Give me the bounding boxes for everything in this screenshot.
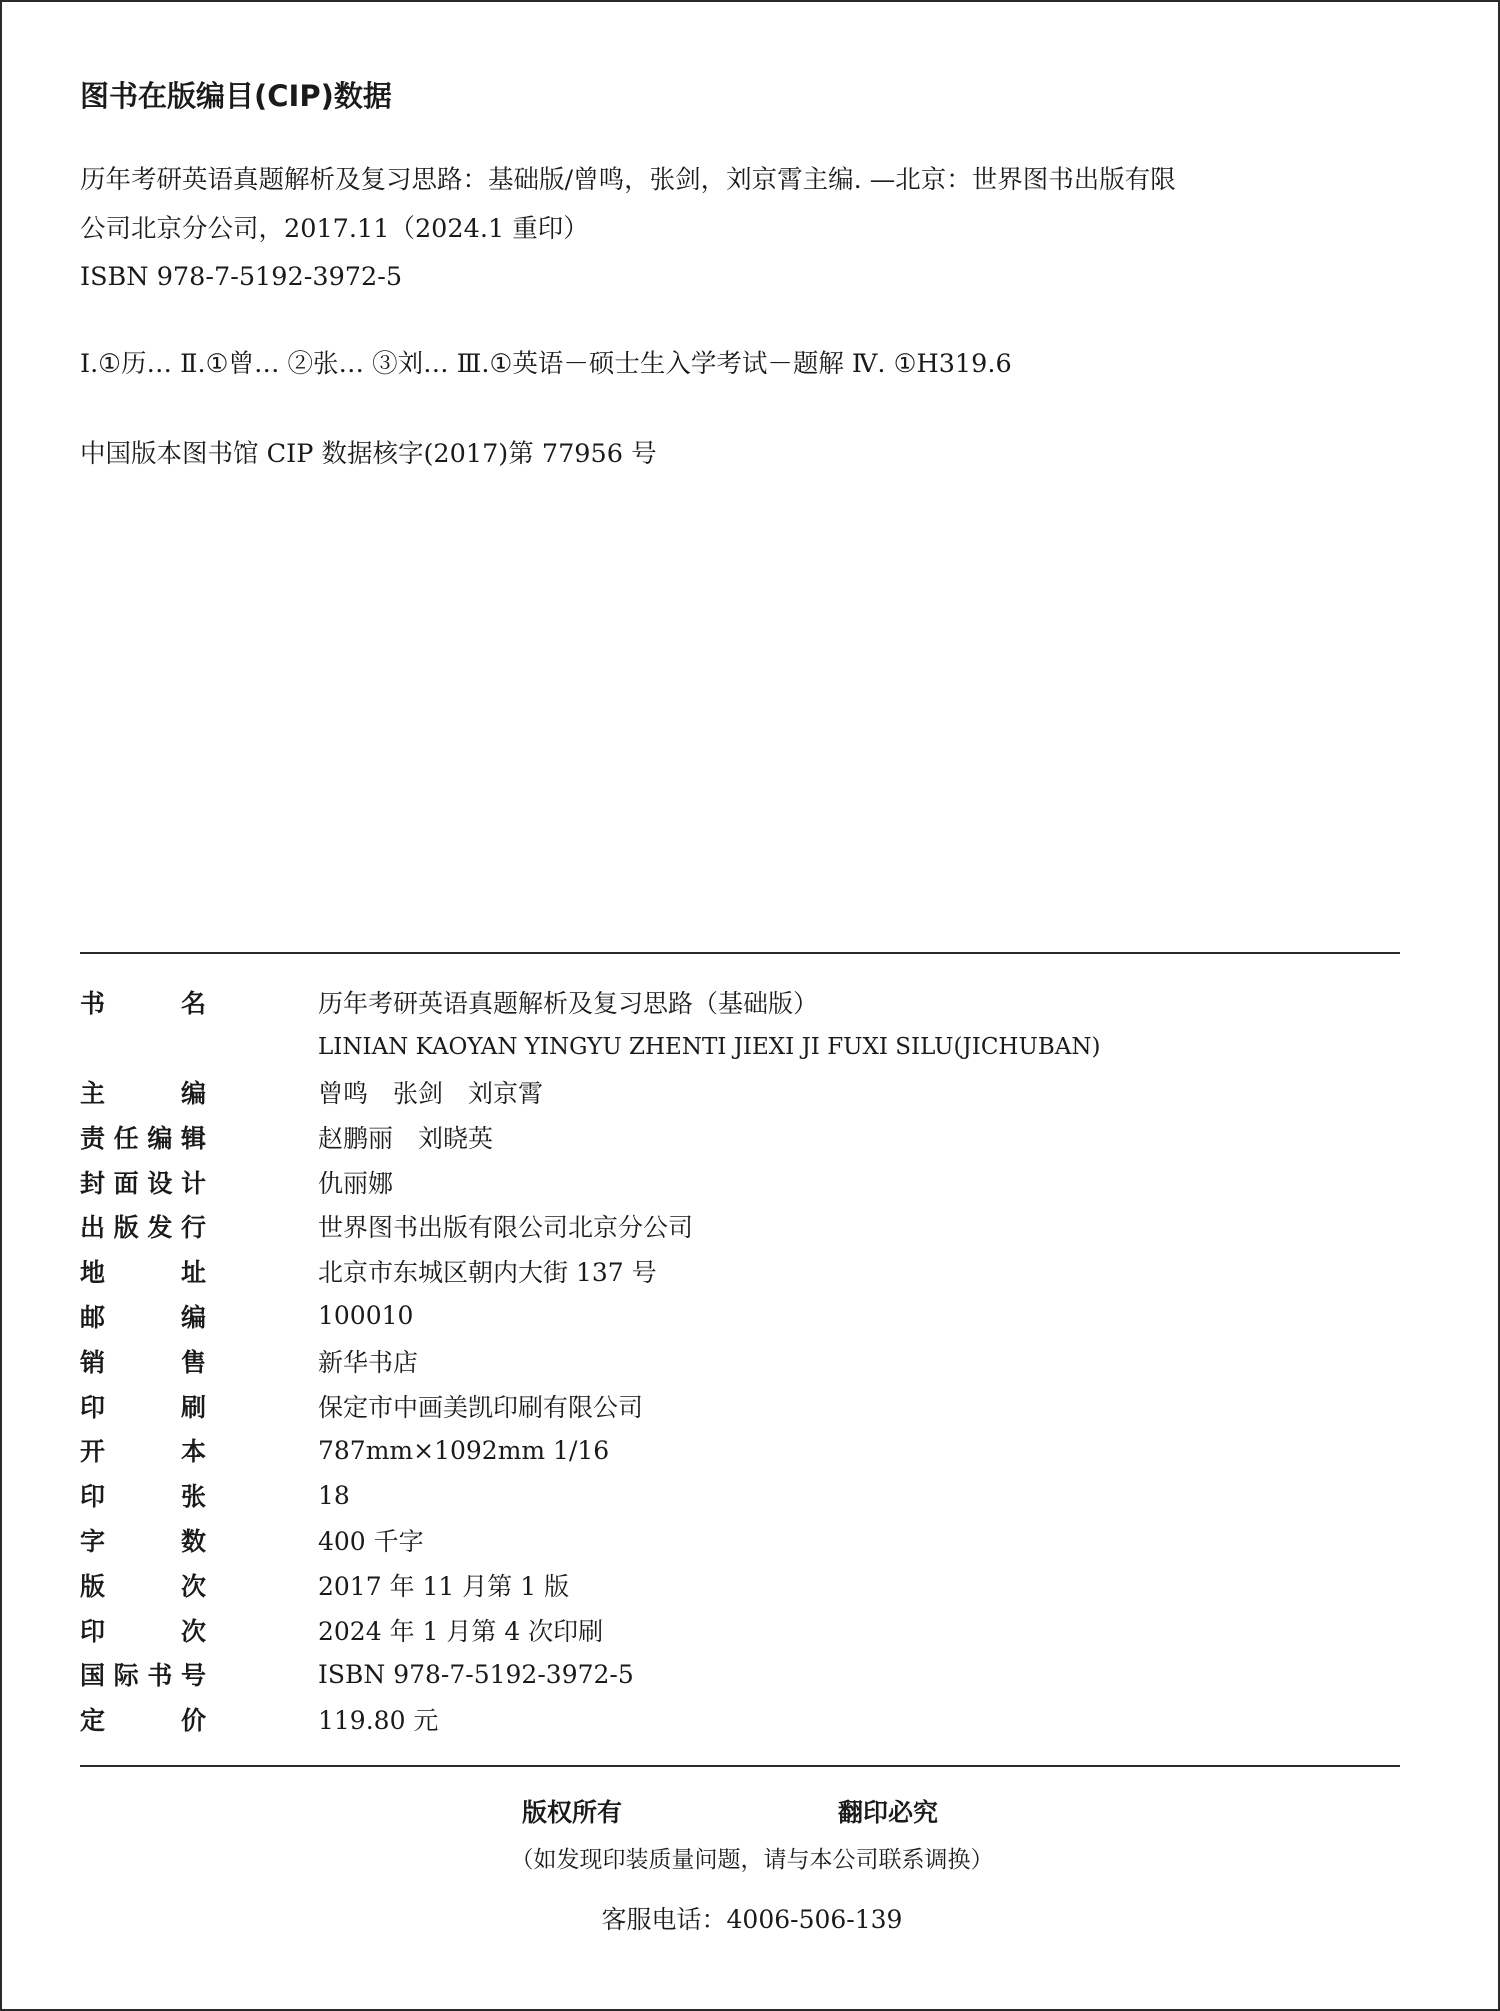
info-value: 北京市东城区朝内大街 137 号 [318, 1258, 657, 1288]
info-value: 787mm×1092mm 1/16 [318, 1435, 610, 1465]
cip-heading: 图书在版编目(CIP)数据 [80, 79, 392, 113]
info-label: 主编 [80, 1078, 206, 1108]
info-label: 邮编 [80, 1302, 206, 1332]
info-label: 印次 [80, 1616, 206, 1646]
cip-isbn: ISBN 978-7-5192-3972-5 [80, 262, 403, 292]
rights-reserved: 版权所有 [522, 1798, 623, 1827]
info-row-format [80, 1428, 1100, 1473]
info-label: 国际书号 [80, 1661, 206, 1691]
info-row-word-count [80, 1518, 1100, 1563]
info-value: 仇丽娜 [318, 1168, 394, 1198]
info-value: 新华书店 [318, 1347, 419, 1377]
info-label: 销售 [80, 1347, 206, 1377]
info-label: 书名 [80, 989, 206, 1019]
info-row-edition [80, 1562, 1100, 1607]
info-value: 曾鸣 张剑 刘京霄 [318, 1078, 544, 1108]
info-value: 历年考研英语真题解析及复习思路（基础版） [318, 989, 819, 1019]
info-row-address [80, 1249, 1100, 1294]
info-row-cover-design [80, 1159, 1100, 1204]
info-label: 出版发行 [80, 1213, 206, 1243]
info-value: 119.80 元 [318, 1706, 439, 1736]
info-value: 赵鹏丽 刘晓英 [318, 1123, 494, 1153]
info-row-printing [80, 1607, 1100, 1652]
piracy-warning: 翻印必究 [838, 1798, 939, 1827]
info-value: 世界图书出版有限公司北京分公司 [318, 1213, 694, 1243]
info-row-isbn [80, 1652, 1100, 1697]
info-value-pinyin: LINIAN KAOYAN YINGYU ZHENTI JIEXI JI FUXI SILU(JICHUBAN) [318, 1034, 1101, 1061]
info-row-postcode [80, 1294, 1100, 1339]
info-label: 印张 [80, 1482, 206, 1512]
info-value: 400 千字 [318, 1526, 424, 1556]
info-label: 字数 [80, 1526, 206, 1556]
cip-record-line-2: 公司北京分公司，2017.11（2024.1 重印） [80, 214, 589, 244]
divider-top [80, 952, 1400, 954]
divider-bottom [80, 1765, 1400, 1767]
info-label: 责任编辑 [80, 1123, 206, 1153]
cip-classification: Ⅰ.①历… Ⅱ.①曾… ②张… ③刘… Ⅲ.①英语－硕士生入学考试－题解 Ⅳ. ①H319.6 [80, 349, 1012, 379]
cip-data-number: 中国版本图书馆 CIP 数据核字(2017)第 77956 号 [80, 439, 657, 469]
info-value: 18 [318, 1480, 350, 1510]
info-row-price [80, 1697, 1100, 1742]
info-row-responsible-editors [80, 1114, 1100, 1159]
info-label: 定价 [80, 1706, 206, 1736]
quality-notice: （如发现印装质量问题，请与本公司联系调换） [510, 1847, 994, 1873]
info-value: 100010 [318, 1301, 414, 1331]
info-label: 地址 [80, 1258, 206, 1288]
info-row-title [80, 980, 1100, 1025]
info-row-title-pinyin [80, 1025, 1100, 1070]
info-label: 印刷 [80, 1392, 206, 1422]
info-label: 封面设计 [80, 1168, 206, 1198]
info-row-distribution [80, 1338, 1100, 1383]
info-value: 2024 年 1 月第 4 次印刷 [318, 1616, 604, 1646]
info-row-sheets [80, 1473, 1100, 1518]
info-value: 保定市中画美凯印刷有限公司 [318, 1392, 644, 1422]
info-label: 开本 [80, 1437, 206, 1467]
book-info-table [80, 980, 1100, 1742]
info-row-editors [80, 1070, 1100, 1115]
info-row-printer [80, 1383, 1100, 1428]
info-value: ISBN 978-7-5192-3972-5 [318, 1659, 634, 1689]
info-label: 版次 [80, 1571, 206, 1601]
cip-record-line-1: 历年考研英语真题解析及复习思路：基础版/曾鸣，张剑，刘京霄主编. —北京：世界图书出版有限 [80, 165, 1176, 195]
service-phone: 客服电话：4006-506-139 [601, 1905, 903, 1934]
info-value: 2017 年 11 月第 1 版 [318, 1571, 570, 1601]
info-row-publisher [80, 1204, 1100, 1249]
